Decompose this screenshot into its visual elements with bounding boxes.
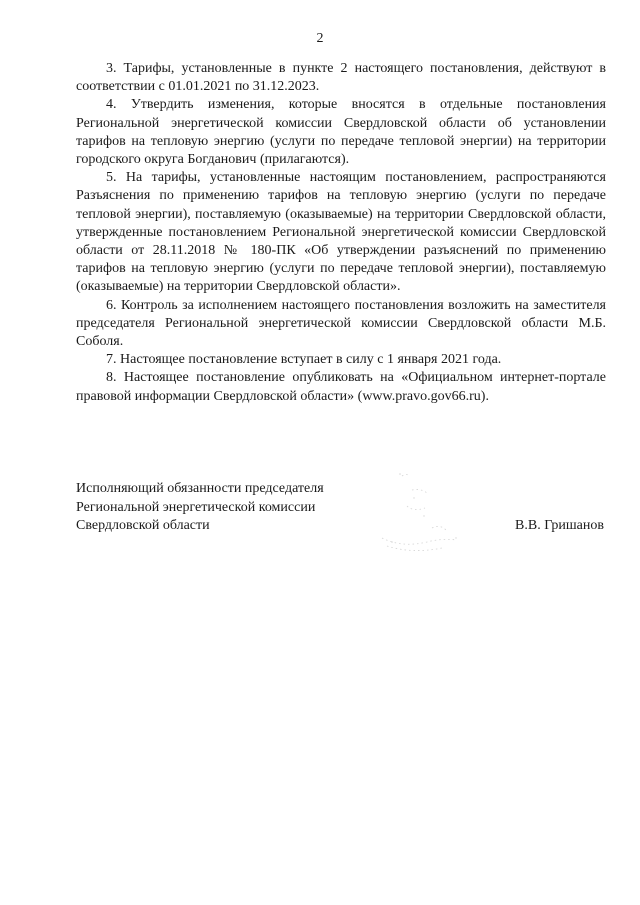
paragraph-5: 5. На тарифы, установленные настоящим постановлением, распространяются Разъяснения по применению тарифов на тепловую энергию (услуги по передаче тепловой энергии), поставляемую (оказываемые) на территории Свердловской области, утвержденные постановлением Региональной энергетической комиссии Свердловской области от 28.11.2018 № 180-ПК «Об утверждении разъяснений по применению тарифов на тепловую энергию (услуги по передаче тепловой энергии), поставляемую (оказываемые) на территории Свердловской области».	[76, 170, 606, 295]
document-body	[76, 60, 606, 406]
signatory-position-line-3: Свердловской области	[76, 518, 210, 533]
paragraph-6: 6. Контроль за исполнением настоящего постановления возложить на заместителя председателя Региональной энергетической комиссии Свердловской области М.Б. Соболя.	[76, 297, 606, 350]
signatory-position-line-1: Исполняющий обязанности председателя	[76, 481, 324, 496]
paragraph-7: 7. Настоящее постановление вступает в силу с 1 января 2021 года.	[106, 352, 502, 368]
signatory-position-line-2: Региональной энергетической комиссии	[76, 499, 316, 515]
signatory-name: В.В. Гришанов	[515, 518, 604, 533]
paragraph-3: 3. Тарифы, установленные в пункте 2 настоящего постановления, действуют в соответствии с 01.01.2021 по 31.12.2023.	[76, 61, 606, 95]
paragraph-8: 8. Настоящее постановление опубликовать на «Официальном интернет-портале правовой информации Свердловской области» (www.pravo.gov66.ru).	[76, 370, 606, 404]
paragraph-4: 4. Утвердить изменения, которые вносятся в отдельные постановления Региональной энергетической комиссии Свердловской области об установлении тарифов на тепловую энергию (услуги по передаче тепловой энергии) на территории городского округа Богданович (прилагаются).	[76, 97, 606, 168]
page-number: 2	[316, 31, 324, 46]
signatory-position	[76, 480, 396, 536]
signature-block	[76, 480, 606, 560]
